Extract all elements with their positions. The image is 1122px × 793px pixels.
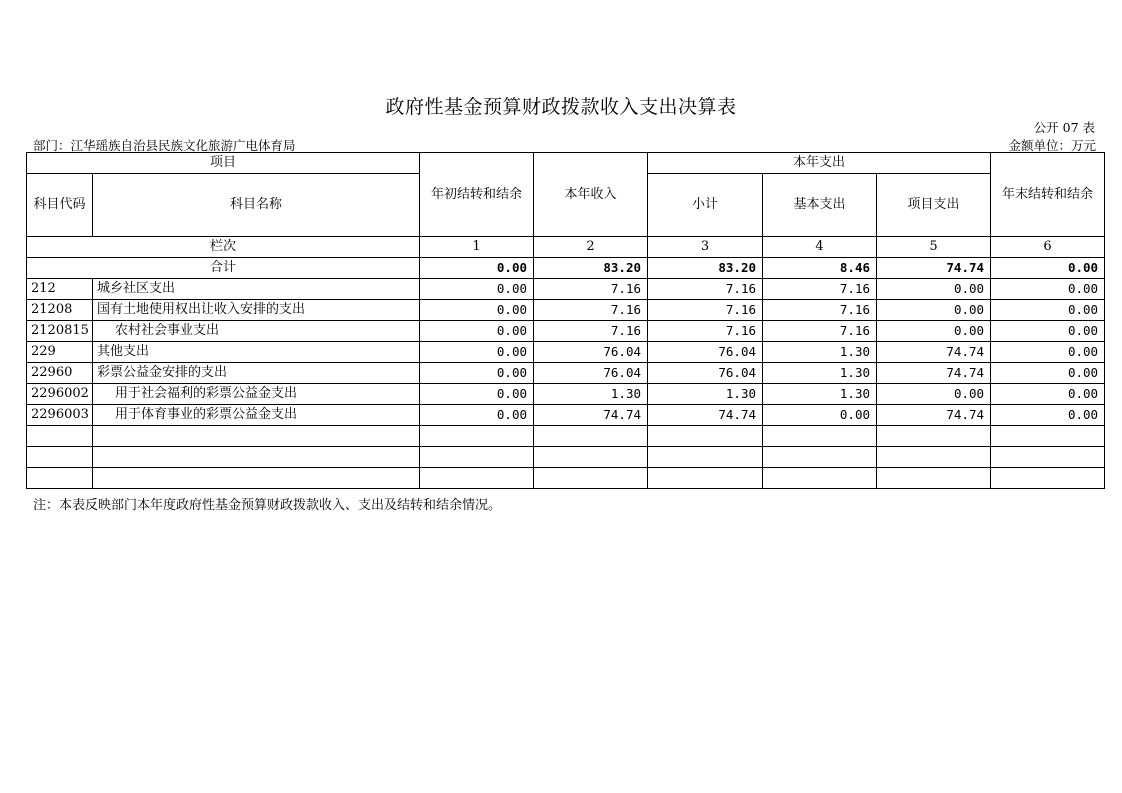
row-value: 1.30 [763,384,877,405]
table-row [27,279,1105,300]
column-index-2: 2 [534,237,648,258]
row-value: 7.16 [648,321,763,342]
total-label: 合计 [27,258,420,279]
empty-row [27,447,1105,468]
row-value: 0.00 [420,279,534,300]
row-value: 0.00 [877,321,991,342]
row-value: 74.74 [877,405,991,426]
row-value: 0.00 [420,300,534,321]
column-index-4: 4 [763,237,877,258]
header-name: 科目名称 [93,174,420,237]
empty-cell [991,468,1105,489]
row-value: 0.00 [420,384,534,405]
total-value: 83.20 [534,258,648,279]
row-value: 7.16 [534,321,648,342]
header-project: 项目支出 [877,174,991,237]
row-value: 0.00 [420,342,534,363]
row-value: 7.16 [763,279,877,300]
total-row [27,258,1105,279]
total-value: 83.20 [648,258,763,279]
report-title: 政府性基金预算财政拨款收入支出决算表 [385,96,737,118]
amount-unit-label: 金额单位：万元 [1008,138,1096,153]
empty-cell [991,447,1105,468]
table-row [27,342,1105,363]
column-index-3: 3 [648,237,763,258]
empty-cell [93,426,420,447]
empty-row [27,426,1105,447]
row-value: 0.00 [991,363,1105,384]
header-income: 本年收入 [534,153,648,237]
row-value: 1.30 [534,384,648,405]
empty-cell [27,447,93,468]
row-value: 0.00 [877,300,991,321]
row-value: 74.74 [534,405,648,426]
footnote: 注：本表反映部门本年度政府性基金预算财政拨款收入、支出及结转和结余情况。 [33,498,502,513]
empty-cell [877,447,991,468]
row-value: 0.00 [991,384,1105,405]
column-index-1: 1 [420,237,534,258]
row-code: 22960 [27,363,93,384]
empty-cell [534,426,648,447]
form-number: 公开 07 表 [1033,120,1095,135]
row-value: 7.16 [763,321,877,342]
empty-cell [420,426,534,447]
row-code: 2120815 [27,321,93,342]
column-index-row [27,237,1105,258]
empty-cell [534,468,648,489]
column-index-6: 6 [991,237,1105,258]
table-row [27,405,1105,426]
row-value: 7.16 [648,300,763,321]
empty-cell [877,468,991,489]
row-name: 农村社会事业支出 [93,321,420,342]
header-code: 科目代码 [27,174,93,237]
row-name: 国有土地使用权出让收入安排的支出 [93,300,420,321]
empty-cell [420,468,534,489]
row-value: 76.04 [534,342,648,363]
empty-cell [27,468,93,489]
column-index-5: 5 [877,237,991,258]
row-value: 0.00 [991,342,1105,363]
row-value: 0.00 [877,384,991,405]
budget-table [26,152,1105,489]
header-subtotal: 小计 [648,174,763,237]
empty-cell [93,468,420,489]
row-name: 用于体育事业的彩票公益金支出 [93,405,420,426]
department-label: 部门：江华瑶族自治县民族文化旅游广电体育局 [33,138,296,153]
total-value: 0.00 [420,258,534,279]
empty-cell [648,468,763,489]
row-value: 0.00 [420,363,534,384]
row-value: 7.16 [648,279,763,300]
empty-cell [648,447,763,468]
empty-cell [93,447,420,468]
row-value: 76.04 [534,363,648,384]
row-value: 74.74 [877,342,991,363]
row-name: 城乡社区支出 [93,279,420,300]
empty-row [27,468,1105,489]
row-name: 其他支出 [93,342,420,363]
row-code: 212 [27,279,93,300]
row-code: 21208 [27,300,93,321]
row-value: 1.30 [648,384,763,405]
header-end-balance: 年末结转和结余 [991,153,1105,237]
row-value: 74.74 [648,405,763,426]
row-code: 229 [27,342,93,363]
table-row [27,363,1105,384]
empty-cell [648,426,763,447]
row-name: 彩票公益金安排的支出 [93,363,420,384]
row-code: 2296002 [27,384,93,405]
row-value: 0.00 [763,405,877,426]
empty-cell [763,447,877,468]
empty-cell [763,426,877,447]
row-value: 0.00 [991,405,1105,426]
table-row [27,321,1105,342]
row-value: 7.16 [763,300,877,321]
row-value: 74.74 [877,363,991,384]
row-value: 7.16 [534,279,648,300]
header-begin-balance: 年初结转和结余 [420,153,534,237]
row-value: 76.04 [648,363,763,384]
row-value: 76.04 [648,342,763,363]
empty-cell [420,447,534,468]
empty-cell [991,426,1105,447]
header-item: 项目 [27,153,420,174]
total-value: 0.00 [991,258,1105,279]
row-code: 2296003 [27,405,93,426]
table-row [27,384,1105,405]
header-row-1 [27,153,1105,174]
row-value: 1.30 [763,342,877,363]
table-row [27,300,1105,321]
column-index-label: 栏次 [27,237,420,258]
row-value: 0.00 [420,321,534,342]
empty-cell [877,426,991,447]
empty-cell [27,426,93,447]
row-value: 0.00 [991,279,1105,300]
row-value: 7.16 [534,300,648,321]
row-value: 1.30 [763,363,877,384]
row-value: 0.00 [991,321,1105,342]
header-basic: 基本支出 [763,174,877,237]
row-value: 0.00 [877,279,991,300]
row-name: 用于社会福利的彩票公益金支出 [93,384,420,405]
empty-cell [763,468,877,489]
row-value: 0.00 [420,405,534,426]
empty-cell [534,447,648,468]
header-expense-group: 本年支出 [648,153,991,174]
total-value: 8.46 [763,258,877,279]
total-value: 74.74 [877,258,991,279]
row-value: 0.00 [991,300,1105,321]
